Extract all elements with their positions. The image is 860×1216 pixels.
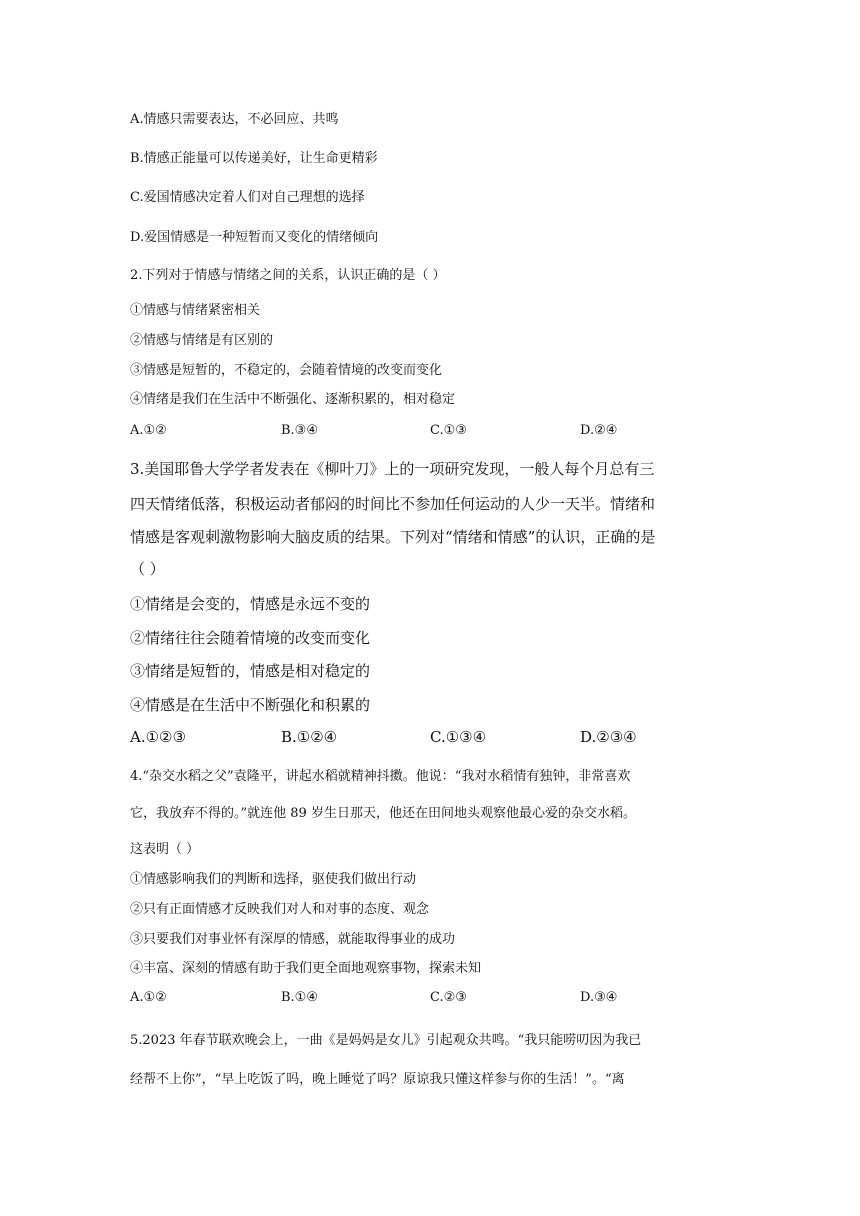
q5-stem-line-1: 5.2023 年春节联欢晚会上，一曲《是妈妈是女儿》引起观众共鸣。“我只能唠叨因为我已 xyxy=(130,1033,642,1048)
q2-item-2: ②情感与情绪是有区别的 xyxy=(130,333,274,348)
q4-stem-line-2: 它，我放弃不得的。”就连他 89 岁生日那天，他还在田间地头观察他最心爱的杂交水稻。 xyxy=(130,806,636,821)
q3-option-b: B.①②④ xyxy=(281,728,338,746)
q5-stem-line-2: 经帮不上你”，“早上吃饭了吗，晚上睡觉了吗？原谅我只懂这样参与你的生活！”。“离 xyxy=(130,1072,625,1087)
q4-item-2: ②只有正面情感才反映我们对人和对事的态度、观念 xyxy=(130,902,430,917)
q3-stem-line-3: 情感是客观刺激物影响大脑皮质的结果。下列对“情绪和情感”的认识，正确的是 xyxy=(130,528,656,546)
q2-option-c: C.①③ xyxy=(430,423,467,438)
q1-option-c: C.爱国情感决定着人们对自己理想的选择 xyxy=(130,190,365,205)
q4-option-b: B.①④ xyxy=(281,990,318,1005)
q3-item-4: ④情感是在生活中不断强化和积累的 xyxy=(130,696,371,714)
q3-stem-line-2: 四天情绪低落，积极运动者郁闷的时间比不参加任何运动的人少一天半。情绪和 xyxy=(130,495,656,513)
q2-option-a: A.①② xyxy=(130,423,167,438)
q3-item-1: ①情绪是会变的，情感是永远不变的 xyxy=(130,595,371,613)
q3-option-d: D.②③④ xyxy=(580,728,637,746)
q2-item-4: ④情绪是我们在生活中不断强化、逐渐积累的，相对稳定 xyxy=(130,392,456,407)
q3-option-c: C.①③④ xyxy=(430,728,487,746)
q2-item-1: ①情感与情绪紧密相关 xyxy=(130,303,261,318)
q4-stem-line-1: 4.“杂交水稻之父”袁隆平，讲起水稻就精神抖擞。他说：“我对水稻情有独钟，非常喜欢 xyxy=(130,769,631,784)
q2-option-d: D.②④ xyxy=(580,423,618,438)
q4-option-a: A.①② xyxy=(130,990,167,1005)
q4-option-c: C.②③ xyxy=(430,990,467,1005)
q3-stem-line-4: （ ） xyxy=(130,560,165,578)
q1-option-b: B.情感正能量可以传递美好，让生命更精彩 xyxy=(130,151,378,166)
q2-stem: 2.下列对于情感与情绪之间的关系，认识正确的是（ ） xyxy=(130,268,446,283)
q2-item-3: ③情感是短暂的，不稳定的，会随着情境的改变而变化 xyxy=(130,363,443,378)
q4-stem-line-3: 这表明（ ） xyxy=(130,842,200,857)
q4-item-3: ③只要我们对事业怀有深厚的情感，就能取得事业的成功 xyxy=(130,932,456,947)
q3-item-3: ③情绪是短暂的，情感是相对稳定的 xyxy=(130,662,371,680)
q4-item-4: ④丰富、深刻的情感有助于我们更全面地观察事物，探索未知 xyxy=(130,961,482,976)
q1-option-d: D.爱国情感是一种短暂而又变化的情绪倾向 xyxy=(130,230,379,245)
q3-option-a: A.①②③ xyxy=(130,728,186,746)
q4-item-1: ①情感影响我们的判断和选择，驱使我们做出行动 xyxy=(130,872,417,887)
q3-item-2: ②情绪往往会随着情境的改变而变化 xyxy=(130,629,371,647)
q1-option-a: A.情感只需要表达，不必回应、共鸣 xyxy=(130,112,339,127)
q4-option-d: D.③④ xyxy=(580,990,618,1005)
q3-stem-line-1: 3.美国耶鲁大学学者发表在《柳叶刀》上的一项研究发现，一般人每个月总有三 xyxy=(130,460,655,478)
q2-option-b: B.③④ xyxy=(281,423,318,438)
